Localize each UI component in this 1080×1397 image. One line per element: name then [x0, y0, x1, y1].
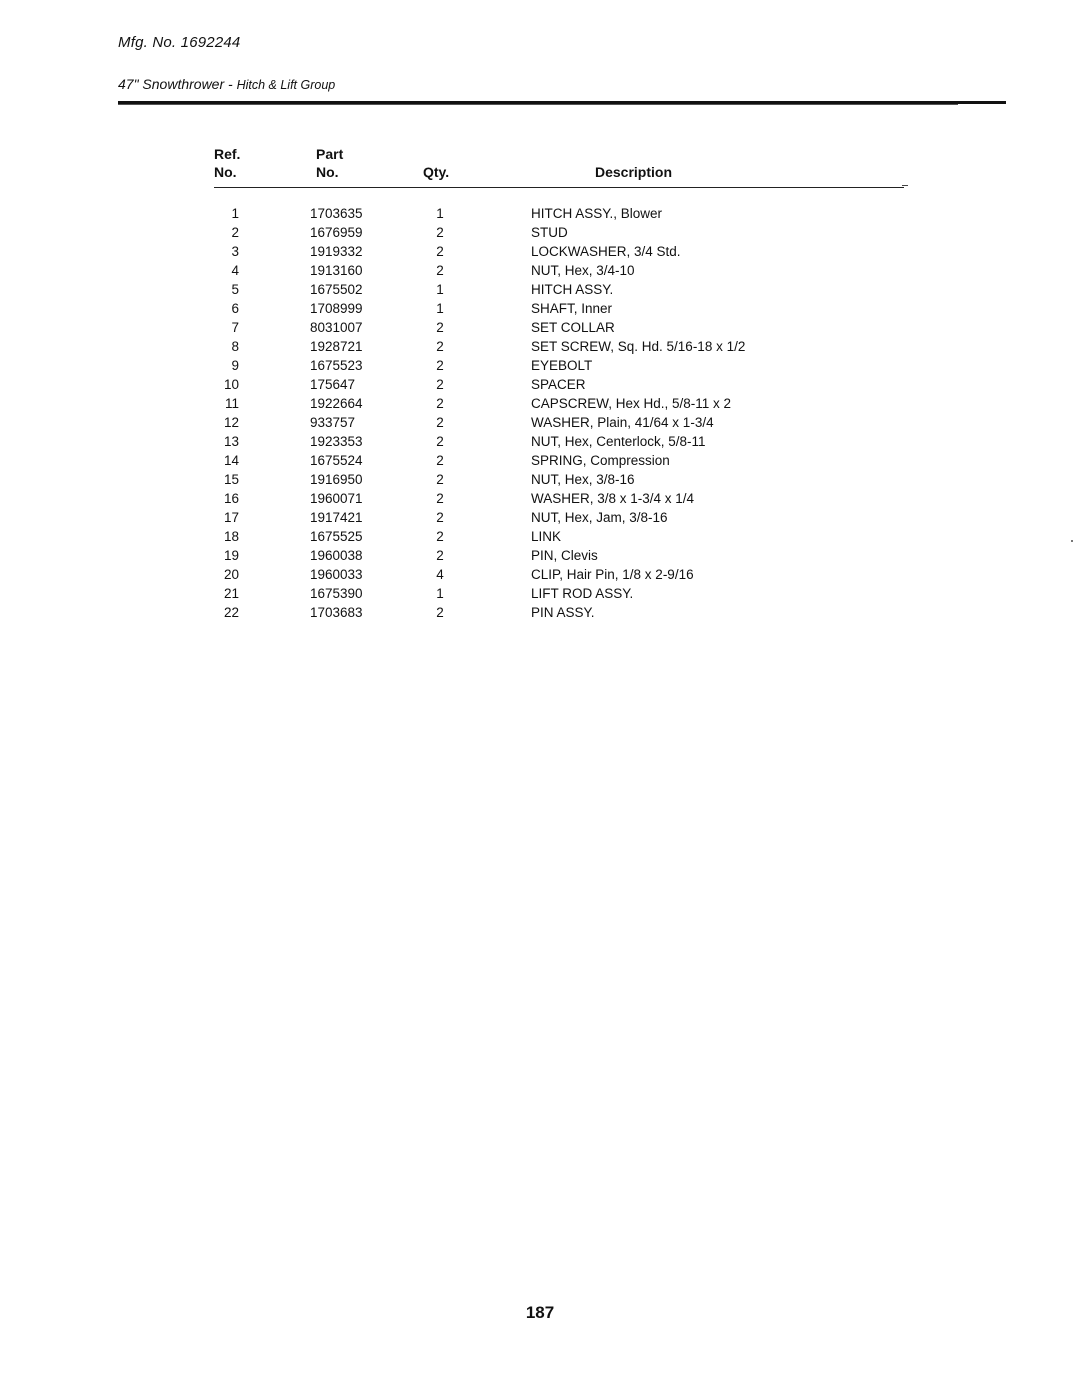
row-qty: 2: [436, 339, 444, 354]
row-description: NUT, Hex, Jam, 3/8-16: [531, 510, 668, 525]
row-part-no: 1928721: [310, 339, 363, 354]
row-ref-no: 21: [223, 586, 239, 601]
row-qty: 2: [436, 415, 444, 430]
row-ref-no: 4: [231, 263, 239, 278]
row-part-no: 1675502: [310, 282, 363, 297]
row-qty: 2: [436, 396, 444, 411]
row-qty: 2: [436, 244, 444, 259]
row-qty: 2: [436, 434, 444, 449]
row-part-no: 1923353: [310, 434, 363, 449]
row-qty: 2: [436, 548, 444, 563]
row-part-no: 1917421: [310, 510, 363, 525]
row-qty: 4: [436, 567, 444, 582]
table-row: [0, 394, 1080, 413]
row-part-no: 175647: [310, 377, 356, 392]
row-qty: 2: [436, 377, 444, 392]
row-description: SET COLLAR: [531, 320, 615, 335]
table-row: [0, 451, 1080, 470]
row-ref-no: 10: [223, 377, 239, 392]
row-ref-no: 13: [223, 434, 239, 449]
row-description: SPACER: [531, 377, 586, 392]
table-row: [0, 508, 1080, 527]
row-qty: 2: [436, 358, 444, 373]
parts-table-body: [0, 204, 1080, 622]
row-qty: 2: [436, 320, 444, 335]
table-row: [0, 337, 1080, 356]
row-ref-no: 18: [223, 529, 239, 544]
table-row: [0, 546, 1080, 565]
row-qty: 2: [436, 453, 444, 468]
row-qty: 2: [436, 605, 444, 620]
subtitle-product: 47" Snowthrower -: [118, 76, 237, 92]
page-subtitle: [118, 76, 335, 92]
col-header-ref-line1: Ref.: [214, 146, 241, 162]
row-part-no: 1919332: [310, 244, 363, 259]
row-description: LOCKWASHER, 3/4 Std.: [531, 244, 681, 259]
row-part-no: 1960071: [310, 491, 363, 506]
table-row: [0, 603, 1080, 622]
row-description: CAPSCREW, Hex Hd., 5/8-11 x 2: [531, 396, 732, 411]
col-header-description: Description: [595, 164, 673, 180]
row-qty: 2: [436, 472, 444, 487]
row-ref-no: 5: [231, 282, 239, 297]
row-description: WASHER, Plain, 41/64 x 1-3/4: [531, 415, 714, 430]
table-row: [0, 318, 1080, 337]
row-ref-no: 6: [231, 301, 239, 316]
row-part-no: 1675523: [310, 358, 363, 373]
row-ref-no: 3: [231, 244, 239, 259]
row-ref-no: 2: [231, 225, 239, 240]
table-row: [0, 432, 1080, 451]
row-description: NUT, Hex, Centerlock, 5/8-11: [531, 434, 706, 449]
row-qty: 1: [436, 206, 444, 221]
table-header-rule-tick: [902, 185, 908, 186]
row-description: PIN ASSY.: [531, 605, 595, 620]
row-part-no: 1675524: [310, 453, 363, 468]
row-description: SPRING, Compression: [531, 453, 670, 468]
row-qty: 1: [436, 586, 444, 601]
row-part-no: 1960038: [310, 548, 363, 563]
row-ref-no: 17: [223, 510, 239, 525]
page-number: 187: [525, 1303, 555, 1322]
row-ref-no: 8: [231, 339, 239, 354]
table-row: [0, 223, 1080, 242]
row-description: PIN, Clevis: [531, 548, 598, 563]
table-row: [0, 527, 1080, 546]
row-ref-no: 20: [223, 567, 239, 582]
row-description: NUT, Hex, 3/4-10: [531, 263, 635, 278]
table-row: [0, 299, 1080, 318]
row-part-no: 1703635: [310, 206, 363, 221]
col-header-ref-line2: No.: [214, 164, 237, 180]
table-row: [0, 489, 1080, 508]
row-description: SHAFT, Inner: [531, 301, 613, 316]
col-header-part-line2: No.: [316, 164, 339, 180]
row-ref-no: 12: [223, 415, 239, 430]
row-ref-no: 11: [224, 396, 239, 411]
row-part-no: 1913160: [310, 263, 363, 278]
row-part-no: 1708999: [310, 301, 363, 316]
row-description: WASHER, 3/8 x 1-3/4 x 1/4: [531, 491, 695, 506]
row-ref-no: 22: [223, 605, 239, 620]
row-description: NUT, Hex, 3/8-16: [531, 472, 635, 487]
table-row: [0, 242, 1080, 261]
row-qty: 2: [436, 263, 444, 278]
col-header-qty: Qty.: [423, 164, 450, 180]
table-row: [0, 413, 1080, 432]
table-row: [0, 470, 1080, 489]
row-part-no: 1703683: [310, 605, 363, 620]
row-qty: 1: [436, 301, 444, 316]
table-row: [0, 356, 1080, 375]
row-ref-no: 9: [231, 358, 239, 373]
table-row: [0, 261, 1080, 280]
table-row: [0, 565, 1080, 584]
row-qty: 1: [436, 282, 444, 297]
row-description: CLIP, Hair Pin, 1/8 x 2-9/16: [531, 567, 694, 582]
row-part-no: 8031007: [310, 320, 363, 335]
row-qty: 2: [436, 491, 444, 506]
row-part-no: 1960033: [310, 567, 363, 582]
header-rule-thin: [118, 104, 958, 105]
row-description: LINK: [531, 529, 562, 544]
row-part-no: 1922664: [310, 396, 363, 411]
row-qty: 2: [436, 529, 444, 544]
scan-speck: [1071, 540, 1073, 542]
subtitle-group: Hitch & Lift Group: [236, 78, 336, 92]
row-description: EYEBOLT: [531, 358, 593, 373]
table-row: [0, 584, 1080, 603]
table-row: [0, 204, 1080, 223]
row-ref-no: 16: [223, 491, 239, 506]
row-part-no: 933757: [310, 415, 356, 430]
row-description: HITCH ASSY.: [531, 282, 614, 297]
row-description: STUD: [531, 225, 568, 240]
table-header-rule: [214, 187, 904, 188]
row-ref-no: 7: [231, 320, 239, 335]
row-part-no: 1675525: [310, 529, 363, 544]
row-ref-no: 1: [231, 206, 239, 221]
table-row: [0, 280, 1080, 299]
row-ref-no: 19: [223, 548, 239, 563]
row-ref-no: 15: [223, 472, 239, 487]
row-ref-no: 14: [223, 453, 239, 468]
row-qty: 2: [436, 510, 444, 525]
table-row: [0, 375, 1080, 394]
row-description: LIFT ROD ASSY.: [531, 586, 634, 601]
row-qty: 2: [436, 225, 444, 240]
row-description: SET SCREW, Sq. Hd. 5/16-18 x 1/2: [531, 339, 746, 354]
row-description: HITCH ASSY., Blower: [531, 206, 663, 221]
col-header-part-line1: Part: [316, 146, 344, 162]
row-part-no: 1675390: [310, 586, 363, 601]
row-part-no: 1676959: [310, 225, 363, 240]
manufacturer-number: Mfg. No. 1692244: [118, 34, 241, 51]
row-part-no: 1916950: [310, 472, 363, 487]
